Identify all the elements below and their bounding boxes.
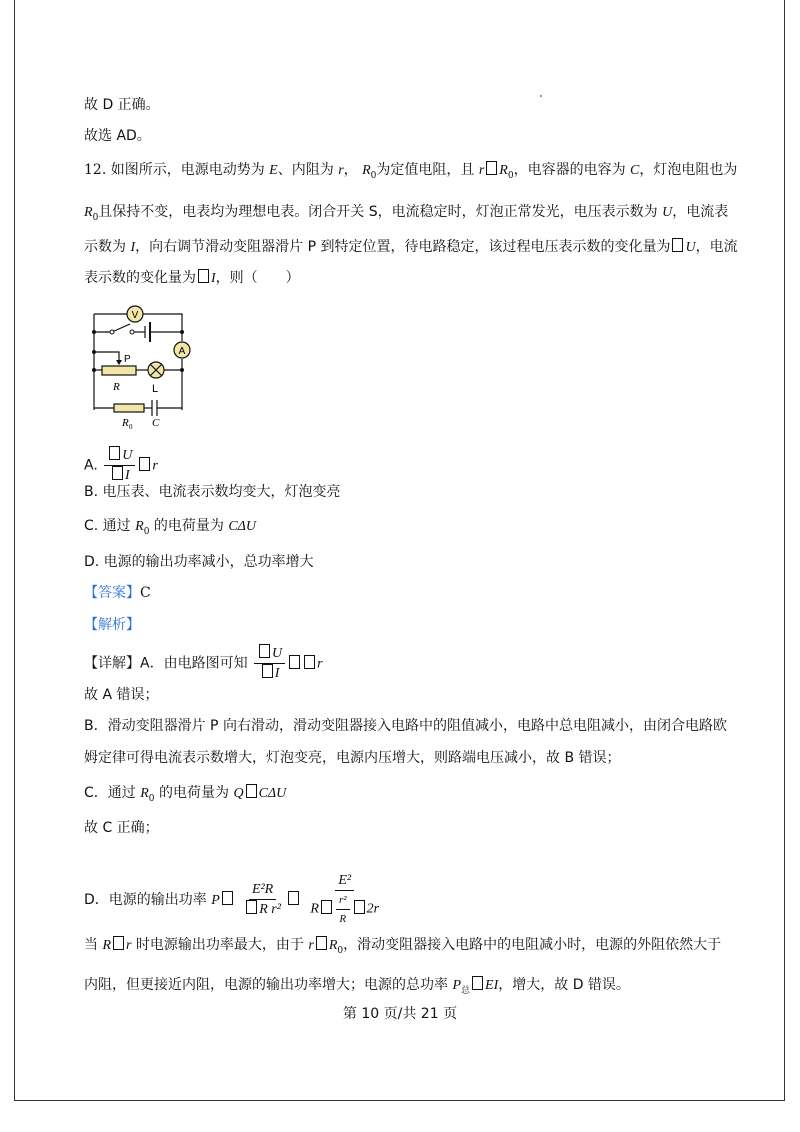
detail-c-conclusion: 故 C 正确；	[84, 820, 159, 836]
question-line-2: $R_0$且保持不变，电表均为理想电表。闭合开关 S，电流稳定时，灯泡正常发光，电压表示数为 U，电流表	[84, 204, 729, 223]
detail-d-fraction-1: $\frac{\text{E²R}}{\text{R r²}}$	[241, 881, 284, 919]
detail-a-fraction: $\frac{U}{I}$	[254, 644, 285, 683]
detail-a: 【详解】A．由电路图可知 $\frac{U}{I}$ r	[84, 646, 323, 681]
detail-b-line1: B．滑动变阻器滑片 P 向右滑动，滑动变阻器接入电路中的阻值减小，电路中总电阻减小，由闭合电路欧	[84, 718, 727, 734]
r0-sub: 0	[129, 423, 133, 431]
answer-line: 【答案】C	[84, 585, 151, 601]
r0-label: R	[122, 417, 129, 429]
detail-d-line2: 当 R r 时电源输出功率最大，由于 r $R_0$，滑动变阻器接入电路中的电阻减小时，电源的外阻依然大于	[84, 937, 722, 956]
voltmeter-label: V	[131, 310, 139, 321]
detail-d: D．电源的输出功率 P $\frac{\text{E²R}}{\text{R r²}}$ E² R $\frac{\text{r²}}{R}$ 2r	[84, 872, 384, 928]
missing-glyph-box	[198, 269, 209, 283]
option-d: D. 电源的输出功率减小，总功率增大	[84, 554, 314, 570]
option-a: A. $\frac{U}{I}$ r	[84, 448, 158, 483]
detail-d-line3: 内阻，但更接近内阻，电源的输出功率增大；电源的总功率 $P_总$ EI，增大，故 D 错误。	[84, 977, 630, 996]
missing-glyph-box	[486, 161, 497, 175]
analysis-label: 【解析】	[84, 617, 140, 633]
ammeter-label: A	[178, 346, 186, 357]
option-b: B. 电压表、电流表示数均变大，灯泡变亮	[84, 484, 341, 500]
lamp-label: L	[152, 383, 159, 395]
detail-a-conclusion: 故 A 错误；	[84, 687, 159, 703]
detail-b-line2: 姆定律可得电流表示数增大，灯泡变亮，电源内压增大，则路端电压减小，故 B 错误；	[84, 750, 621, 766]
detail-c: C．通过 $R_0$ 的电荷量为 Q CΔU	[84, 785, 287, 804]
page-footer: 第 10 页/共 21 页	[342, 1006, 458, 1022]
prev-line-1: 故 D 正确。	[84, 97, 160, 113]
question-line-3: 示数为 I，向右调节滑动变阻器滑片 P 到特定位置，待电路稳定，该过程电压表示数的变化量为 U，电流	[84, 239, 738, 255]
slider-label: P	[124, 354, 131, 365]
capacitor-label: C	[152, 417, 160, 429]
stray-dot	[540, 95, 542, 97]
circuit-diagram	[80, 300, 200, 435]
option-a-fraction: $\frac{U}{I}$	[104, 446, 135, 485]
question-line-1: 12. 如图所示，电源电动势为 E、内阻为 r， $R_0$为定值电阻，且 r $R_0$，电容器的电容为 C，灯泡电阻也为	[84, 162, 738, 181]
missing-glyph-box	[672, 238, 683, 252]
question-line-4: 表示数的变化量为 I，则（ ）	[84, 270, 300, 286]
prev-line-2: 故选 AD。	[84, 128, 151, 144]
detail-d-fraction-2: E² R $\frac{\text{r²}}{R}$ 2r	[310, 873, 380, 925]
missing-glyph-box	[139, 457, 150, 471]
option-c: C. 通过 $R_0$ 的电荷量为 CΔU	[84, 518, 257, 537]
rheostat-label: R	[113, 381, 120, 393]
